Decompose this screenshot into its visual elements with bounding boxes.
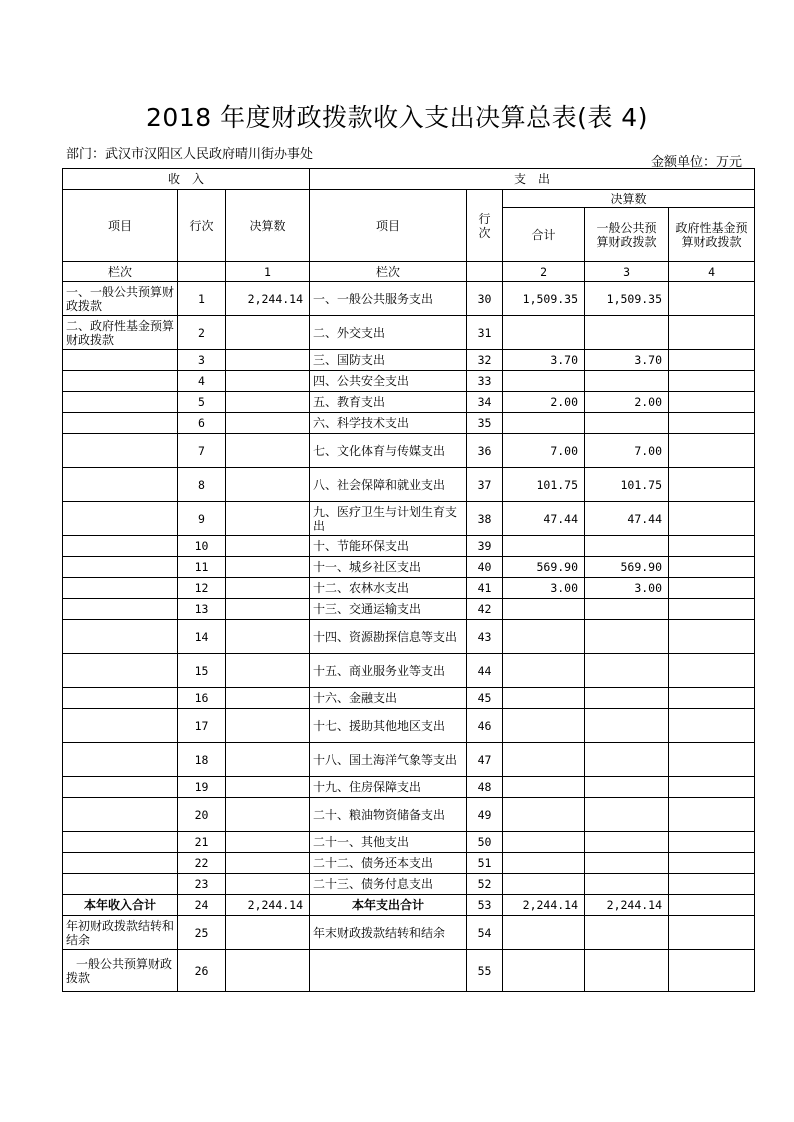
expense-line-no: 37	[467, 468, 503, 502]
expense-line-no: 41	[467, 578, 503, 599]
table-row	[63, 950, 755, 992]
page-title: 2018 年度财政拨款收入支出决算总表(表 4)	[146, 103, 648, 132]
income-item	[63, 502, 178, 536]
expense-line-no: 30	[467, 282, 503, 316]
expense-line-no: 35	[467, 413, 503, 434]
expense-total	[503, 950, 585, 992]
expense-line-no: 46	[467, 709, 503, 743]
expense-line-no: 43	[467, 620, 503, 654]
expense-gov-fund	[669, 434, 755, 468]
table-row	[63, 709, 755, 743]
income-item: 本年收入合计	[63, 895, 178, 916]
expense-general-budget	[585, 832, 669, 853]
expense-item: 二、外交支出	[310, 316, 467, 350]
expense-item: 十、节能环保支出	[310, 536, 467, 557]
income-line-no: 11	[178, 557, 226, 578]
expense-gov-fund	[669, 316, 755, 350]
expense-general-budget	[585, 916, 669, 950]
header-row-1	[63, 169, 755, 190]
expense-item: 三、国防支出	[310, 350, 467, 371]
income-item: 一、一般公共预算财政拨款	[63, 282, 178, 316]
expense-general-budget	[585, 853, 669, 874]
income-header: 收 入	[63, 169, 310, 190]
expense-gov-fund	[669, 502, 755, 536]
table-row	[63, 557, 755, 578]
income-amount	[226, 777, 310, 798]
expense-gov-fund	[669, 874, 755, 895]
expense-general-budget	[585, 709, 669, 743]
expense-gov-fund	[669, 350, 755, 371]
income-item	[63, 709, 178, 743]
unit-label: 金额单位：万元	[650, 155, 742, 170]
income-amount	[226, 434, 310, 468]
col-2: 2	[503, 262, 585, 282]
income-item	[63, 578, 178, 599]
income-amount	[226, 654, 310, 688]
expense-total	[503, 620, 585, 654]
income-line-no: 12	[178, 578, 226, 599]
income-item	[63, 599, 178, 620]
table-row	[63, 916, 755, 950]
table-row	[63, 599, 755, 620]
income-amount	[226, 413, 310, 434]
expense-gov-fund	[669, 557, 755, 578]
income-amount: 2,244.14	[226, 282, 310, 316]
expense-line-header: 行次	[467, 190, 503, 262]
expense-general-budget	[585, 371, 669, 392]
expense-line-no: 44	[467, 654, 503, 688]
expense-total	[503, 832, 585, 853]
expense-general-budget	[585, 874, 669, 895]
expense-item: 本年支出合计	[310, 895, 467, 916]
expense-general-budget	[585, 654, 669, 688]
income-item	[63, 874, 178, 895]
income-line-no: 3	[178, 350, 226, 371]
expense-line-no: 42	[467, 599, 503, 620]
expense-general-budget: 569.90	[585, 557, 669, 578]
income-item	[63, 557, 178, 578]
expense-gov-fund	[669, 743, 755, 777]
total-header: 合计	[503, 208, 585, 262]
expense-general-budget: 1,509.35	[585, 282, 669, 316]
income-line-no: 17	[178, 709, 226, 743]
expense-total: 2,244.14	[503, 895, 585, 916]
expense-total: 3.00	[503, 578, 585, 599]
expense-general-budget	[585, 743, 669, 777]
income-line-no: 10	[178, 536, 226, 557]
income-amount	[226, 743, 310, 777]
department-label: 部门：武汉市汉阳区人民政府晴川街办事处	[66, 147, 314, 162]
income-item-header: 项目	[63, 190, 178, 262]
income-amount	[226, 832, 310, 853]
income-line-no: 14	[178, 620, 226, 654]
expense-general-budget	[585, 413, 669, 434]
col-1: 1	[226, 262, 310, 282]
income-amount	[226, 392, 310, 413]
expense-line-no: 47	[467, 743, 503, 777]
income-item: 年初财政拨款结转和结余	[63, 916, 178, 950]
expense-general-budget: 3.70	[585, 350, 669, 371]
income-amount	[226, 688, 310, 709]
expense-total: 3.70	[503, 350, 585, 371]
income-amount	[226, 371, 310, 392]
expense-general-budget: 2,244.14	[585, 895, 669, 916]
income-line-no: 6	[178, 413, 226, 434]
income-line-no: 2	[178, 316, 226, 350]
expense-line-no: 50	[467, 832, 503, 853]
expense-item: 年末财政拨款结转和结余	[310, 916, 467, 950]
expense-item: 一、一般公共服务支出	[310, 282, 467, 316]
expense-general-budget	[585, 316, 669, 350]
table-row	[63, 413, 755, 434]
expense-item: 二十三、债务付息支出	[310, 874, 467, 895]
expense-item: 六、科学技术支出	[310, 413, 467, 434]
expense-gov-fund	[669, 536, 755, 557]
income-line-no: 24	[178, 895, 226, 916]
expense-total	[503, 743, 585, 777]
income-amount	[226, 557, 310, 578]
income-line-no: 5	[178, 392, 226, 413]
income-item	[63, 434, 178, 468]
expense-total	[503, 536, 585, 557]
col-4: 4	[669, 262, 755, 282]
expense-gov-fund	[669, 599, 755, 620]
expense-item: 十一、城乡社区支出	[310, 557, 467, 578]
expense-gov-fund	[669, 895, 755, 916]
expense-item: 五、教育支出	[310, 392, 467, 413]
income-item	[63, 536, 178, 557]
expense-total	[503, 777, 585, 798]
income-line-no: 23	[178, 874, 226, 895]
expense-gov-fund	[669, 413, 755, 434]
expense-total	[503, 916, 585, 950]
general-budget-header: 一般公共预算财政拨款	[585, 208, 669, 262]
income-item	[63, 392, 178, 413]
income-amount	[226, 599, 310, 620]
empty-cell	[467, 262, 503, 282]
income-amount	[226, 853, 310, 874]
expense-gov-fund	[669, 688, 755, 709]
expense-item: 十三、交通运输支出	[310, 599, 467, 620]
expense-gov-fund	[669, 392, 755, 413]
income-item	[63, 798, 178, 832]
expense-line-no: 45	[467, 688, 503, 709]
table-row	[63, 371, 755, 392]
exp-col-label: 栏次	[310, 262, 467, 282]
expense-general-budget: 47.44	[585, 502, 669, 536]
expense-line-no: 38	[467, 502, 503, 536]
expense-total	[503, 874, 585, 895]
income-line-no: 1	[178, 282, 226, 316]
expense-general-budget: 101.75	[585, 468, 669, 502]
income-line-no: 8	[178, 468, 226, 502]
expense-general-budget	[585, 798, 669, 832]
table-row	[63, 832, 755, 853]
income-item	[63, 853, 178, 874]
expense-item: 十八、国土海洋气象等支出	[310, 743, 467, 777]
expense-general-budget	[585, 777, 669, 798]
income-line-no: 19	[178, 777, 226, 798]
income-item	[63, 832, 178, 853]
expense-line-no: 34	[467, 392, 503, 413]
income-item	[63, 620, 178, 654]
income-line-no: 15	[178, 654, 226, 688]
expense-line-no: 32	[467, 350, 503, 371]
table-row	[63, 777, 755, 798]
expense-total: 569.90	[503, 557, 585, 578]
expense-item: 七、文化体育与传媒支出	[310, 434, 467, 468]
income-amount	[226, 874, 310, 895]
expense-item-header: 项目	[310, 190, 467, 262]
expense-general-budget: 2.00	[585, 392, 669, 413]
expense-gov-fund	[669, 282, 755, 316]
table-row	[63, 654, 755, 688]
income-amount	[226, 502, 310, 536]
expense-item: 四、公共安全支出	[310, 371, 467, 392]
expense-line-no: 48	[467, 777, 503, 798]
expense-general-budget: 3.00	[585, 578, 669, 599]
income-line-no: 21	[178, 832, 226, 853]
expense-item: 十六、金融支出	[310, 688, 467, 709]
expense-general-budget	[585, 620, 669, 654]
expense-gov-fund	[669, 853, 755, 874]
income-line-no: 7	[178, 434, 226, 468]
table-row	[63, 536, 755, 557]
table-row	[63, 620, 755, 654]
expense-item: 二十、粮油物资储备支出	[310, 798, 467, 832]
income-item	[63, 743, 178, 777]
expense-item: 二十一、其他支出	[310, 832, 467, 853]
table-row	[63, 743, 755, 777]
table-row	[63, 468, 755, 502]
income-amount	[226, 468, 310, 502]
expense-line-no: 53	[467, 895, 503, 916]
table-row	[63, 350, 755, 371]
income-item	[63, 688, 178, 709]
expense-gov-fund	[669, 916, 755, 950]
income-line-no: 22	[178, 853, 226, 874]
empty-cell	[178, 262, 226, 282]
expense-item: 九、医疗卫生与计划生育支出	[310, 502, 467, 536]
expense-total	[503, 798, 585, 832]
income-item	[63, 777, 178, 798]
expense-item: 二十二、债务还本支出	[310, 853, 467, 874]
column-index-row	[63, 262, 755, 282]
expense-item	[310, 950, 467, 992]
table-row	[63, 798, 755, 832]
income-line-no: 16	[178, 688, 226, 709]
income-line-no: 9	[178, 502, 226, 536]
expense-total	[503, 599, 585, 620]
income-item	[63, 468, 178, 502]
expense-general-budget: 7.00	[585, 434, 669, 468]
table-row	[63, 282, 755, 316]
expense-line-no: 55	[467, 950, 503, 992]
expense-gov-fund	[669, 832, 755, 853]
expense-total: 47.44	[503, 502, 585, 536]
income-line-no: 26	[178, 950, 226, 992]
income-amount: 2,244.14	[226, 895, 310, 916]
expense-line-no: 52	[467, 874, 503, 895]
expense-gov-fund	[669, 620, 755, 654]
expense-total	[503, 371, 585, 392]
table-row	[63, 853, 755, 874]
income-amount	[226, 578, 310, 599]
table-row	[63, 688, 755, 709]
expense-gov-fund	[669, 654, 755, 688]
expense-line-no: 39	[467, 536, 503, 557]
expense-total	[503, 413, 585, 434]
income-amount	[226, 950, 310, 992]
expense-line-no: 49	[467, 798, 503, 832]
expense-general-budget	[585, 950, 669, 992]
expense-final-header: 决算数	[503, 190, 755, 208]
income-line-no: 20	[178, 798, 226, 832]
header-row-2	[63, 190, 755, 208]
expense-gov-fund	[669, 709, 755, 743]
expense-total	[503, 688, 585, 709]
expense-gov-fund	[669, 578, 755, 599]
income-line-header: 行次	[178, 190, 226, 262]
budget-table	[62, 168, 755, 992]
income-item: 二、政府性基金预算财政拨款	[63, 316, 178, 350]
expense-general-budget	[585, 688, 669, 709]
expense-line-no: 54	[467, 916, 503, 950]
income-item: 一般公共预算财政拨款	[63, 950, 178, 992]
col-3: 3	[585, 262, 669, 282]
table-row	[63, 502, 755, 536]
table-row	[63, 578, 755, 599]
income-amount	[226, 536, 310, 557]
expense-line-no: 51	[467, 853, 503, 874]
table-row	[63, 392, 755, 413]
income-amount-header: 决算数	[226, 190, 310, 262]
expense-item: 十九、住房保障支出	[310, 777, 467, 798]
income-line-no: 25	[178, 916, 226, 950]
expense-total: 7.00	[503, 434, 585, 468]
expense-gov-fund	[669, 950, 755, 992]
income-item	[63, 350, 178, 371]
expense-item: 十五、商业服务业等支出	[310, 654, 467, 688]
expense-total: 2.00	[503, 392, 585, 413]
expense-gov-fund	[669, 798, 755, 832]
expense-line-no: 36	[467, 434, 503, 468]
expense-general-budget	[585, 599, 669, 620]
expense-item: 十二、农林水支出	[310, 578, 467, 599]
expense-item: 十四、资源勘探信息等支出	[310, 620, 467, 654]
income-amount	[226, 916, 310, 950]
income-amount	[226, 350, 310, 371]
expense-item: 八、社会保障和就业支出	[310, 468, 467, 502]
income-amount	[226, 620, 310, 654]
income-line-no: 4	[178, 371, 226, 392]
expense-gov-fund	[669, 468, 755, 502]
expense-total: 1,509.35	[503, 282, 585, 316]
income-amount	[226, 798, 310, 832]
expense-total	[503, 709, 585, 743]
gov-fund-header: 政府性基金预算财政拨款	[669, 208, 755, 262]
expense-gov-fund	[669, 371, 755, 392]
income-amount	[226, 316, 310, 350]
expense-total	[503, 654, 585, 688]
table-row	[63, 895, 755, 916]
table-row	[63, 316, 755, 350]
expense-line-no: 31	[467, 316, 503, 350]
expense-header: 支 出	[310, 169, 755, 190]
table-row	[63, 874, 755, 895]
expense-gov-fund	[669, 777, 755, 798]
income-amount	[226, 709, 310, 743]
expense-general-budget	[585, 536, 669, 557]
expense-total	[503, 316, 585, 350]
income-line-no: 13	[178, 599, 226, 620]
expense-item: 十七、援助其他地区支出	[310, 709, 467, 743]
expense-line-no: 40	[467, 557, 503, 578]
table-row	[63, 434, 755, 468]
expense-total	[503, 853, 585, 874]
expense-line-no: 33	[467, 371, 503, 392]
expense-total: 101.75	[503, 468, 585, 502]
income-item	[63, 371, 178, 392]
income-line-no: 18	[178, 743, 226, 777]
income-item	[63, 654, 178, 688]
income-item	[63, 413, 178, 434]
col-label: 栏次	[63, 262, 178, 282]
